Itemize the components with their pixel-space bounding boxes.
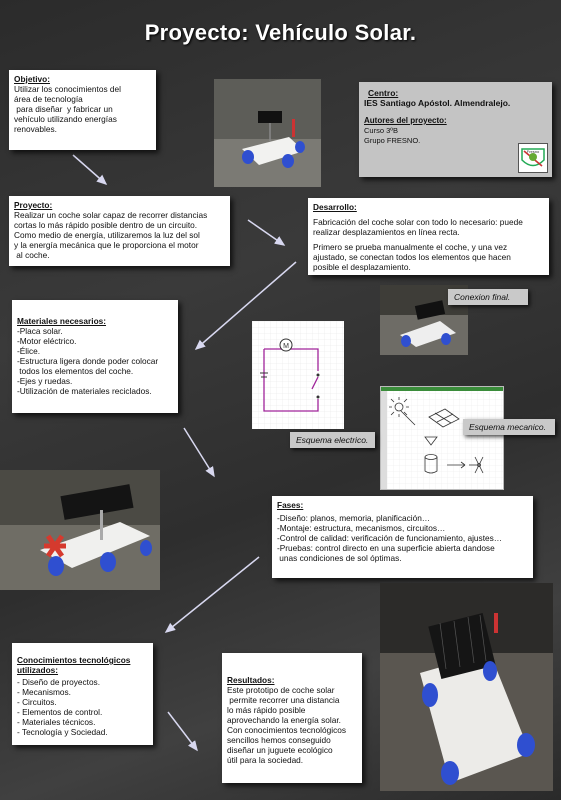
objetivo-heading: Objetivo: — [14, 74, 50, 84]
proyecto-line: al coche. — [14, 250, 50, 260]
conocimientos-item: - Diseño de proyectos. — [17, 677, 101, 687]
desarrollo-line: Primero se prueba manualmente el coche, y una vez — [313, 242, 508, 252]
materiales-item: todos los elementos del coche. — [17, 366, 134, 376]
proyecto-line: y la energía mecánica que le proporciona el motor — [14, 240, 199, 250]
desarrollo-line: ajustado, se conectan todos los elementos que hacen — [313, 252, 511, 262]
resultados-line: diseñar un juguete ecológico — [227, 745, 333, 755]
arrow-5 — [166, 557, 259, 632]
materiales-box — [12, 300, 178, 413]
conocimientos-item: - Elementos de control. — [17, 707, 103, 717]
resultados-line: permite recorrer una distancia — [227, 695, 340, 705]
conocimientos-item: - Circuitos. — [17, 697, 57, 707]
objetivo-line: área de tecnología — [14, 94, 83, 104]
school-logo — [518, 143, 548, 173]
desarrollo-box — [308, 198, 549, 275]
proyecto-heading: Proyecto: — [14, 200, 53, 210]
arrow-4 — [184, 428, 214, 476]
conocimientos-item: - Materiales técnicos. — [17, 717, 96, 727]
resultados-line: útil para la sociedad. — [227, 755, 304, 765]
conexion-label: Conexion final. — [448, 289, 528, 305]
fases-item: -Pruebas: control directo en una superficie abierta dandose — [277, 543, 495, 553]
objetivo-line: renovables. — [14, 124, 57, 134]
car-photo-1 — [214, 79, 321, 187]
centro-box — [359, 82, 552, 177]
centro-course: Curso 3ºB — [364, 126, 399, 135]
centro-school: IES Santiago Apóstol. Almendralejo. — [364, 98, 511, 108]
desarrollo-heading: Desarrollo: — [313, 202, 357, 212]
conocimientos-box — [12, 643, 153, 745]
proyecto-line: Realizar un coche solar capaz de recorrer distancias — [14, 210, 208, 220]
conocimientos-item: - Mecanismos. — [17, 687, 71, 697]
autores-heading: Autores del proyecto: — [364, 116, 447, 125]
objetivo-box — [9, 70, 156, 150]
motor-symbol: M — [283, 343, 289, 350]
logo-icon — [519, 144, 547, 172]
objetivo-line: vehículo utilizando energías — [14, 114, 117, 124]
fases-box — [272, 496, 533, 578]
conocimientos-item: - Tecnología y Sociedad. — [17, 727, 108, 737]
materiales-item: -Élice. — [17, 346, 41, 356]
arrow-2 — [248, 220, 284, 245]
materiales-item: -Ejes y ruedas. — [17, 376, 73, 386]
poster-title: Proyecto: Vehículo Solar. — [144, 20, 417, 45]
esquema-mecanico-label: Esquema mecanico. — [463, 419, 555, 435]
esquema-electrico-label: Esquema electrico. — [290, 432, 375, 448]
resultados-line: lo más rápido posible — [227, 705, 306, 715]
desarrollo-line: posible el desplazamiento. — [313, 262, 411, 272]
materiales-heading: Materiales necesarios: — [17, 316, 107, 326]
resultados-line: Este prototipo de coche solar — [227, 685, 335, 695]
conocimientos-heading: Conocimientos tecnológicos utilizados: — [17, 655, 131, 675]
centro-heading: Centro: — [368, 88, 399, 98]
mechanical-schematic — [380, 386, 504, 490]
proyecto-box — [9, 196, 230, 266]
objetivo-line: para diseñar y fabricar un — [14, 104, 113, 114]
centro-group: Grupo FRESNO. — [364, 136, 421, 145]
arrow-1 — [73, 155, 106, 184]
arrow-6 — [168, 712, 197, 750]
resultados-box — [222, 653, 362, 783]
resultados-line: sencillos hemos conseguido — [227, 735, 331, 745]
resultados-line: aprovechando la energía solar. — [227, 715, 341, 725]
resultados-heading: Resultados: — [227, 675, 275, 685]
materiales-item: -Utilización de materiales reciclados. — [17, 386, 152, 396]
desarrollo-line: realizar desplazamientos en línea recta. — [313, 227, 460, 237]
car-photo-large — [0, 470, 160, 590]
materiales-item: -Placa solar. — [17, 326, 63, 336]
objetivo-line: Utilizar los conocimientos del — [14, 84, 121, 94]
proyecto-line: Como medio de energía, utilizaremos la luz del sol — [14, 230, 200, 240]
fases-heading: Fases: — [277, 500, 304, 510]
proyecto-line: cortas lo más rápido posible dentro de un circuito. — [14, 220, 198, 230]
logo-text: Fresno — [526, 149, 540, 154]
car-photo-closeup — [380, 583, 553, 791]
fases-item: -Montaje: estructura, mecanismos, circuitos… — [277, 523, 446, 533]
fases-item: -Control de calidad: verificación de funcionamiento, ajustes… — [277, 533, 503, 543]
resultados-line: Con conocimientos tecnológicos — [227, 725, 346, 735]
desarrollo-line: Fabricación del coche solar con todo lo necesario: puede — [313, 217, 523, 227]
fases-item: -Diseño: planos, memoria, planificación… — [277, 513, 431, 523]
materiales-item: -Motor eléctrico. — [17, 336, 77, 346]
electric-schematic — [252, 321, 344, 429]
materiales-item: -Estructura ligera donde poder colocar — [17, 356, 159, 366]
fases-item: unas condiciones de sol óptimas. — [277, 553, 402, 563]
